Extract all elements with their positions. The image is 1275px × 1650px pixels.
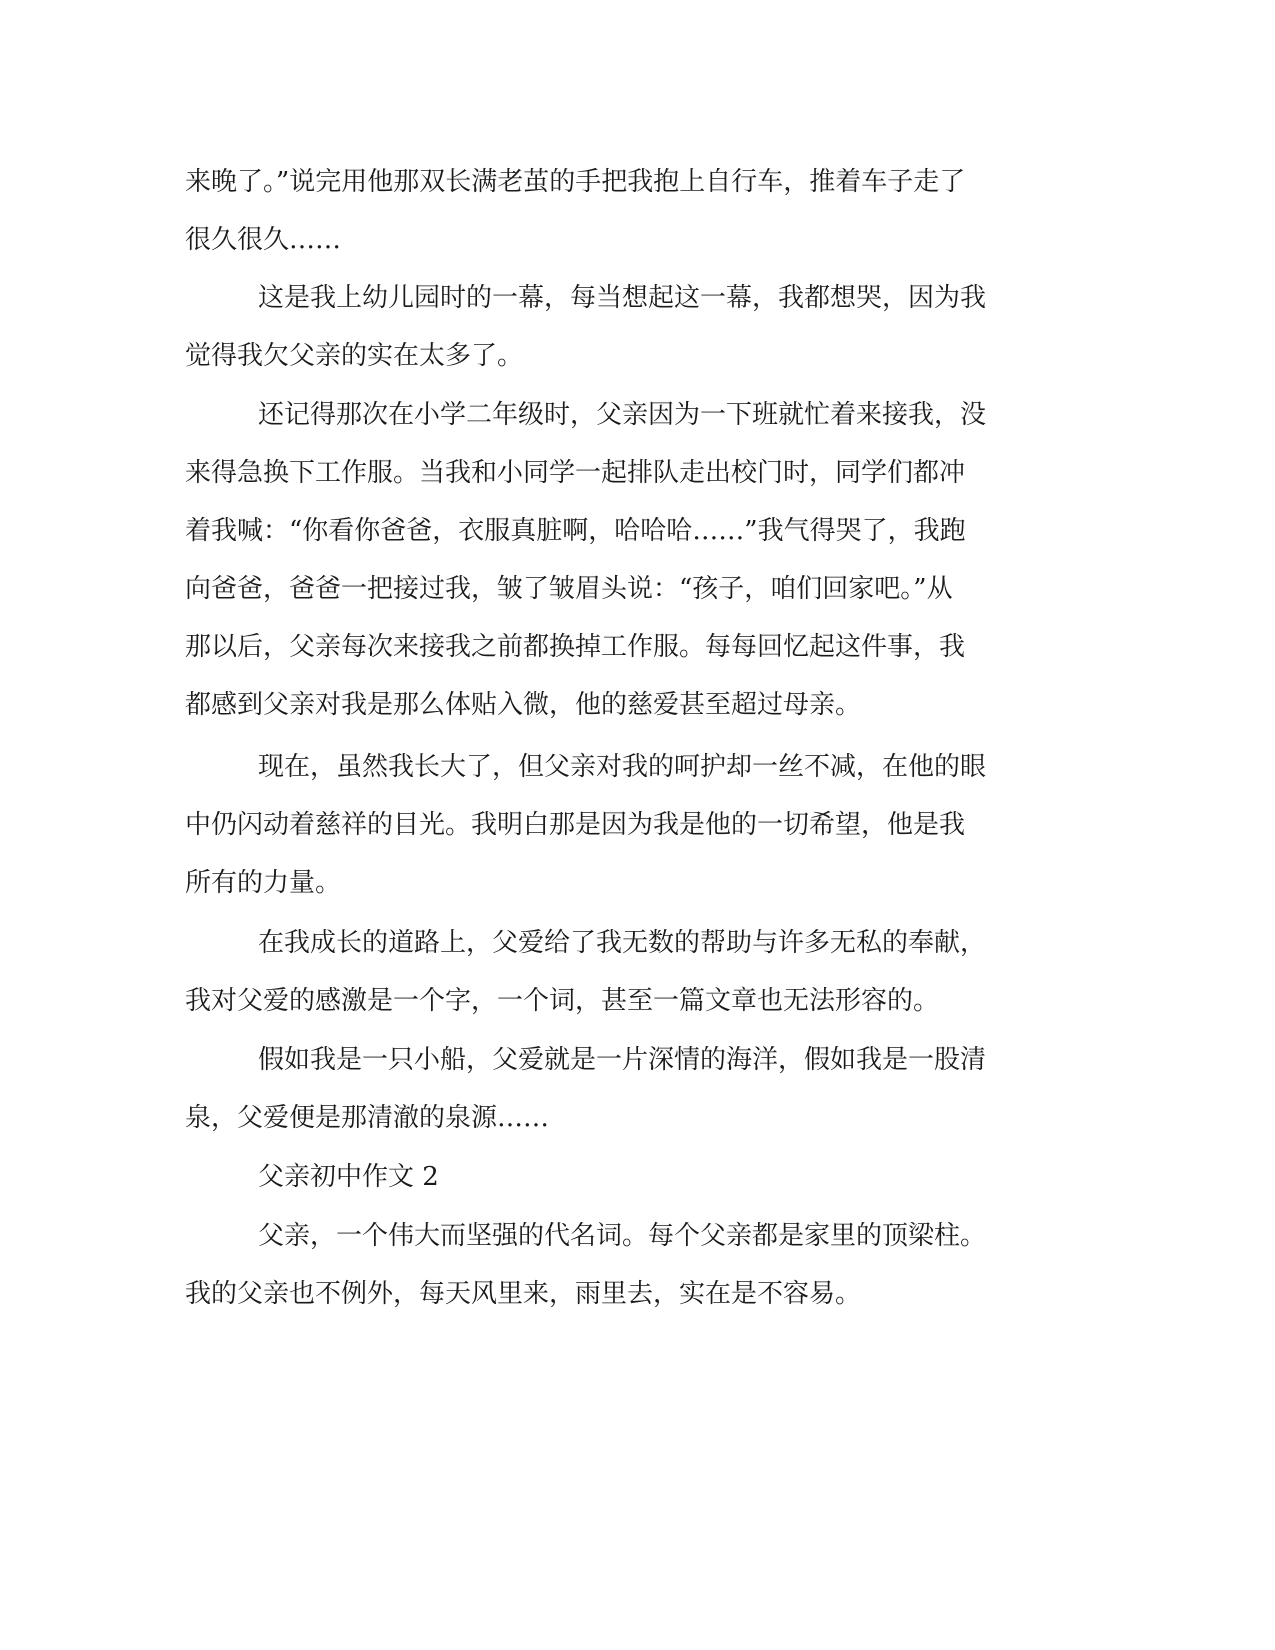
text-line: 这是我上幼儿园时的一幕，每当想起这一幕，我都想哭，因为我: [258, 283, 987, 313]
text-line: 所有的力量。: [185, 868, 342, 898]
paragraph-father-pillar: [185, 1207, 986, 1323]
essay-title: 父亲初中作文 2: [258, 1162, 439, 1192]
text-line: 父亲，一个伟大而坚强的代名词。每个父亲都是家里的顶梁柱。: [258, 1221, 987, 1251]
text-line: 那以后，父亲每次来接我之前都换掉工作服。每每回忆起这件事，我: [185, 632, 966, 662]
section-heading-essay-2: [185, 1148, 439, 1206]
paragraph-gratitude: [185, 914, 986, 1030]
text-line: 向爸爸，爸爸一把接过我，皱了皱眉头说：“孩子，咱们回家吧。”从: [185, 574, 953, 604]
text-line: 在我成长的道路上，父爱给了我无数的帮助与许多无私的奉献，: [258, 928, 987, 958]
text-line: 中仍闪动着慈祥的目光。我明白那是因为我是他的一切希望，他是我: [185, 810, 966, 840]
text-line: 来得急换下工作服。当我和小同学一起排队走出校门时，同学们都冲: [185, 458, 966, 488]
text-line: 来晚了。”说完用他那双长满老茧的手把我抱上自行车，推着车子走了: [185, 167, 966, 197]
text-line: 现在，虽然我长大了，但父亲对我的呵护却一丝不减，在他的眼: [258, 752, 987, 782]
paragraph-continuation-late-pickup: [185, 153, 965, 269]
paragraph-grown-up-now: [185, 738, 986, 912]
paragraph-kindergarten-memory: [185, 269, 986, 385]
paragraph-work-clothes-story: [185, 386, 986, 734]
text-line: 泉，父爱便是那清澈的泉源……: [185, 1103, 550, 1133]
text-line: 很久很久……: [185, 225, 342, 255]
text-line: 还记得那次在小学二年级时，父亲因为一下班就忙着来接我，没: [258, 400, 987, 430]
text-line: 着我喊：“你看你爸爸，衣服真脏啊，哈哈哈……”我气得哭了，我跑: [185, 516, 966, 546]
text-line: 觉得我欠父亲的实在太多了。: [185, 341, 524, 371]
paragraph-boat-and-ocean: [185, 1031, 986, 1147]
text-line: 我对父爱的感激是一个字，一个词，甚至一篇文章也无法形容的。: [185, 986, 940, 1016]
text-line: 都感到父亲对我是那么体贴入微，他的慈爱甚至超过母亲。: [185, 690, 862, 720]
text-line: 我的父亲也不例外，每天风里来，雨里去，实在是不容易。: [185, 1279, 862, 1309]
text-line: 假如我是一只小船，父爱就是一片深情的海洋，假如我是一股清: [258, 1045, 987, 1075]
